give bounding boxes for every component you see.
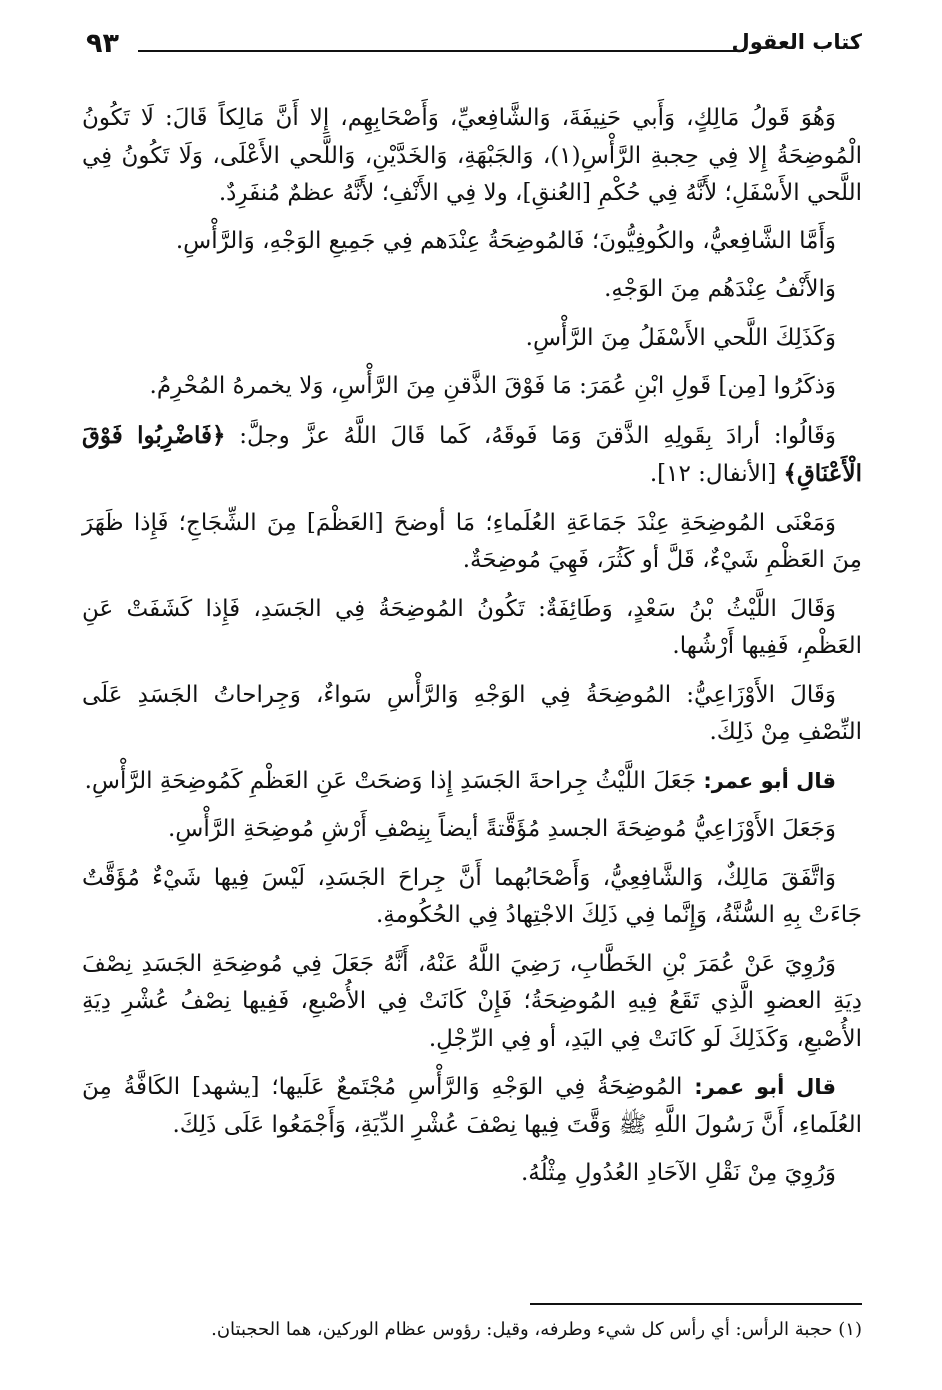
verse-reference: [الأنفال: ١٢]. [649,461,777,487]
paragraph [82,505,862,580]
paragraph-text: وَقَالَ اللَّيْثُ بْنُ سَعْدٍ، وَطَائِفَةٌ: تَكُونُ المُوضِحَةُ فِي الجَسَدِ، فَإِذا كَشَفَتْ عَنِ العَظْمِ، فَفِيها أَرْشُها. [82,595,862,659]
paragraph [82,860,862,935]
paragraph [82,591,862,666]
paragraph [82,946,862,1059]
paragraph [82,100,862,213]
header-rule [138,50,744,52]
paragraph [82,1155,862,1193]
speaker-label: قال أبو عمر: [703,768,836,793]
paragraph-text: جَعَلَ اللَّيْثُ جِراحةَ الجَسَدِ إِذا وَضحَتْ عَنِ العَظْمِ كَمُوضِحَةِ الرَّأْسِ. [84,767,697,794]
speaker-label: قال أبو عمر: [694,1075,836,1099]
paragraph-text: وَذكَرُوا [مِن] قَولِ ابْنِ عُمَرَ: مَا فَوْقَ الذَّقنِ مِنَ الرَّأْسِ، وَلا يخمرهُ المُحْرِمُ. [149,373,836,399]
page-number: ٩٣ [86,28,119,59]
paragraph-text: وَجَعَلَ الأَوْزَاعِيُّ مُوضِحَةَ الجسدِ مُؤَقَّتةً أيضاً بِنِصْفِ أَرْشِ مُوضِحَةِ الرَّأْسِ. [167,816,836,842]
paragraph [82,763,862,801]
paragraph-text: وَهُوَ قَولُ مَالِكٍ، وَأَبي حَنِيفَةَ، وَالشَّافِعيِّ، وَأَصْحَابِهِم، إِلا أَنَّ مَالِكاً قَالَ: لَا تَكُونُ الْمُوضِحَةُ إِلا فِي حِجبةِ الرَّأْسِ(١)، وَالجَبْهَةِ، وَالخَدَّيْنِ، وَاللَّحي الأَعْلَى، وَلَا تَكُونُ فِي اللَّحي الأَسْفَلِ؛ لأَنَّهُ فِي حُكْمِ [العُنقِ]، ولا فِي الأَنْفِ؛ لأَنَّهُ عظمٌ مُنفَرِدٌ. [82,105,862,206]
footnote: (١) حجبة الرأس: أي رأس كل شيء وطرفه، وقيل: رؤوس عظام الوركين، هما الحجبتان. [211,1319,862,1340]
paragraph-text: وَالأَنْفُ عِنْدَهُم مِنَ الوَجْهِ. [604,276,836,302]
paragraph-text: وَمَعْنَى المُوضِحَةِ عِنْدَ جَمَاعَةِ العُلَماءِ؛ مَا أوضحَ [العَظْمَ] مِنَ الشِّجَاجِ؛ فَإِذا ظَهَرَ مِنَ العَظْمِ شَيْءٌ، قَلَّ أو كَثُرَ، فَهِيَ مُوضِحَةٌ. [82,509,862,573]
paragraph [82,1069,862,1144]
paragraph-text: المُوضِحَةُ فِي الوَجْهِ وَالرَّأْسِ مُجْتَمعٌ عَلَيها؛ [يشهد] الكَافَّةُ مِنَ العُلَماءِ، أَنَّ رَسُولَ اللَّهِ ﷺ وَقَّتَ فِيها نِصْفَ عُشْرِ الدِّيَةِ، وَأَجْمَعُوا عَلَى ذَلِكَ. [82,1074,862,1138]
paragraph [82,677,862,752]
paragraph [82,271,862,309]
paragraph [82,223,862,261]
page-body [82,100,862,1204]
paragraph [82,320,862,358]
paragraph-text: وَأَمَّا الشَّافِعيُّ، والكُوفِيُّونَ؛ فَالمُوضِحَةُ عِنْدَهم فِي جَمِيعِ الوَجْهِ، وَالرَّأْسِ. [175,227,836,254]
paragraph-text: وَاتَّفَقَ مَالِكٌ، وَالشَّافِعِيُّ، وَأَصْحَابُهما أَنَّ جِراحَ الجَسَدِ، لَيْسَ فِيها شَيْءٌ مُؤَقَّتٌ جَاءَتْ بِهِ السُّنَّةُ، وَإِنَّما فِي ذَلِكَ الاجْتِهادُ فِي الحُكُومةِ. [82,864,862,928]
paragraph [82,811,862,849]
running-title: كتاب العقول [731,30,862,54]
paragraph-text: وَقَالَ الأَوْزَاعِيُّ: المُوضِحَةُ فِي الوَجْهِ وَالرَّأْسِ سَواءٌ، وَجِراحاتُ الجَسَدِ عَلَى النِّصْفِ مِنْ ذَلِكَ. [82,681,862,745]
paragraph-text: وَقَالُوا: أرادَ بِقَولِهِ الذَّقنَ وَمَا فَوقَهُ، كَما قَالَ اللَّهُ عزَّ وجلَّ: [239,422,836,449]
page-header [86,28,862,62]
paragraph-text: وَرُوِيَ عَنْ عُمَرَ بْنِ الخَطَّابِ، رَضِيَ اللَّهُ عَنْهُ، أَنَّهُ جَعَلَ فِي مُوضِحَةِ الجَسَدِ نِصْفَ دِيَةِ العضوِ الَّذِي تَقَعُ فِيهِ المُوضِحَةُ؛ فَإِنْ كَانَتْ فِي الأُصْبعِ، فَفِيها نِصْفُ عُشْرِ دِيَةِ الأُصْبعِ، وَكَذَلِكَ لَو كَانَتْ فِي اليَدِ، أو فِي الرِّجْلِ. [82,950,862,1052]
paragraph [82,417,862,494]
paragraph-text: وَرُوِيَ مِنْ نَقْلِ الآحَادِ العُدُولِ مِثْلُهُ. [520,1160,836,1186]
quran-verse: ﴿فَاضْرِبُوا فَوْقَ الْأَعْنَاقِ﴾ [82,421,862,487]
paragraph-text: وَكَذَلِكَ اللَّحي الأَسْفَلُ مِنَ الرَّأْسِ. [525,324,836,351]
footnote-separator [530,1303,862,1305]
paragraph [82,368,862,406]
